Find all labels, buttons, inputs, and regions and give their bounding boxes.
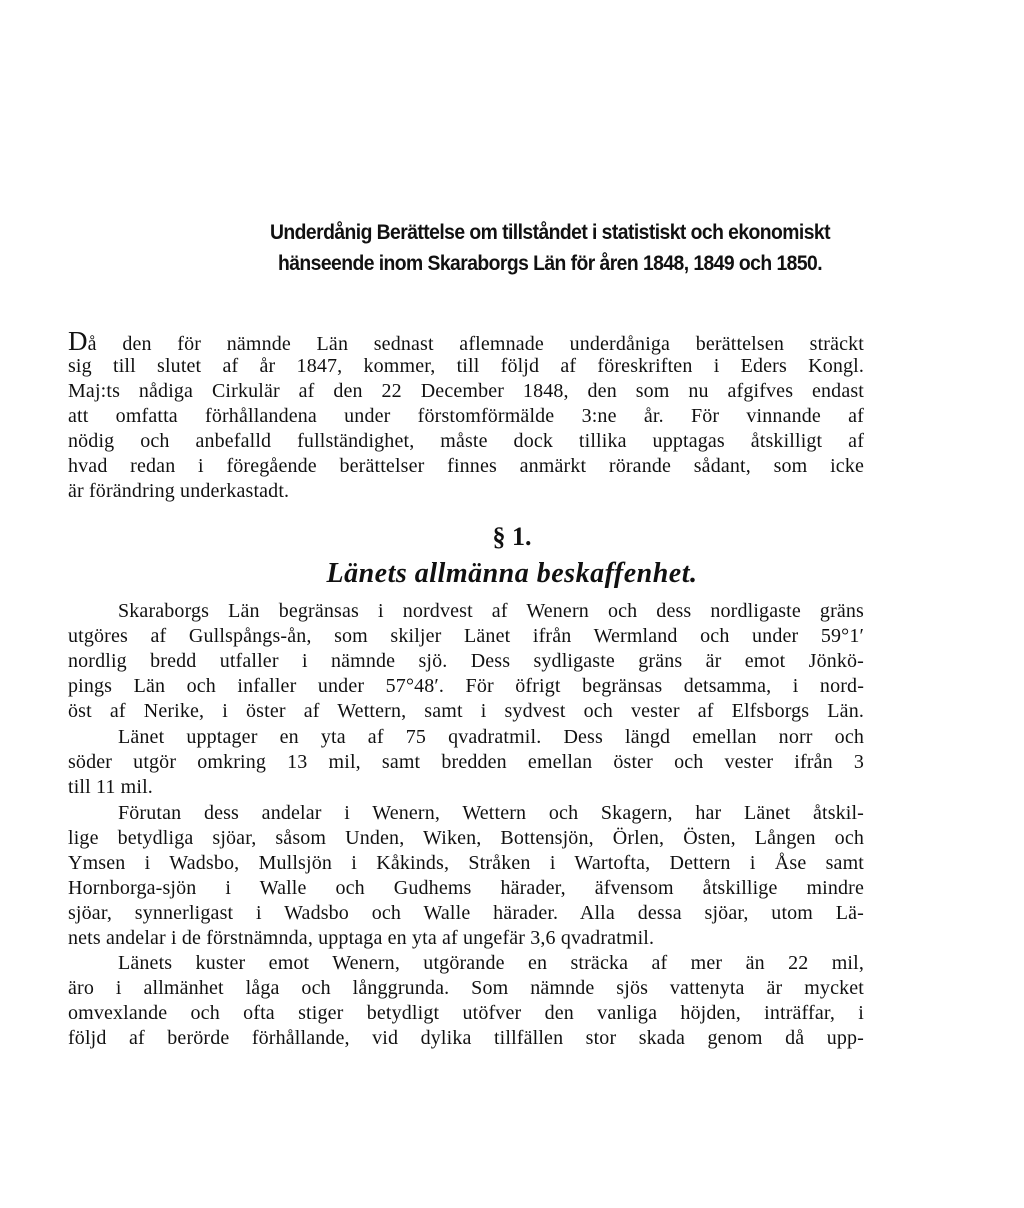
intro-line: hvad redan i föregående berättelser finnes anmärkt rörande sådant, som icke [68, 455, 864, 477]
body-line: omvexlande och ofta stiger betydligt utöfver den vanliga höjden, inträffar, i [68, 1002, 864, 1024]
body-line: söder utgör omkring 13 mil, samt bredden emellan öster och vester ifrån 3 [68, 751, 864, 773]
title-line-2: hänseende inom Skaraborgs Län för åren 1848, 1849 och 1850. [277, 252, 823, 275]
body-line: Skaraborgs Län begränsas i nordvest af Wenern och dess nordligaste gräns [118, 600, 864, 622]
section-number: § 1. [492, 522, 532, 551]
body-line: utgöres af Gullspångs-ån, som skiljer Länet ifrån Wermland och under 59°1′ [68, 625, 864, 647]
body-line: Förutan dess andelar i Wenern, Wettern och Skagern, har Länet åtskil- [118, 802, 864, 824]
body-line: sjöar, synnerligast i Wadsbo och Walle härader. Alla dessa sjöar, utom Lä- [68, 902, 864, 924]
intro-line [68, 328, 864, 354]
body-line: äro i allmänhet låga och långgrunda. Som nämnde sjös vattenyta är mycket [68, 977, 864, 999]
body-line: nordlig bredd utfaller i nämnde sjö. Dess sydligaste gräns är emot Jönkö- [68, 650, 864, 672]
section-heading: Länets allmänna beskaffenhet. [326, 558, 698, 589]
body-line: Hornborga-sjön i Walle och Gudhems härader, äfvensom åtskillige mindre [68, 877, 864, 899]
body-line: Ymsen i Wadsbo, Mullsjön i Kåkinds, Stråken i Wartofta, Dettern i Åse samt [68, 852, 864, 874]
body-line: lige betydliga sjöar, såsom Unden, Wiken, Bottensjön, Örlen, Östen, Lången och [68, 827, 864, 849]
intro-line: är förändring underkastadt. [68, 480, 290, 502]
intro-line-text: å den för nämnde Län sednast aflemnade underdåniga berättelsen sträckt [87, 333, 864, 355]
intro-line: sig till slutet af år 1847, kommer, till följd af föreskriften i Eders Kongl. [68, 355, 864, 377]
intro-line: att omfatta förhållandena under förstomförmälde 3:ne år. För vinnande af [68, 405, 864, 427]
body-line: nets andelar i de förstnämnda, upptaga en yta af ungefär 3,6 qvadratmil. [68, 927, 655, 949]
drop-cap: D [68, 326, 88, 356]
body-line: Länet upptager en yta af 75 qvadratmil. Dess längd emellan norr och [118, 726, 864, 748]
body-line: följd af berörde förhållande, vid dylika tillfällen stor skada genom då upp- [68, 1027, 864, 1049]
title-line-1: Underdånig Berättelse om tillståndet i statistiskt och ekonomiskt [270, 221, 830, 244]
body-line: pings Län och infaller under 57°48′. För öfrigt begränsas detsamma, i nord- [68, 675, 864, 697]
body-line: Länets kuster emot Wenern, utgörande en sträcka af mer än 22 mil, [118, 952, 864, 974]
intro-line: Maj:ts nådiga Cirkulär af den 22 December 1848, den som nu afgifves endast [68, 380, 864, 402]
body-line: öst af Nerike, i öster af Wettern, samt i sydvest och vester af Elfsborgs Län. [68, 700, 864, 722]
intro-line: nödig och anbefalld fullständighet, måste dock tillika upptagas åtskilligt af [68, 430, 864, 452]
body-line: till 11 mil. [68, 776, 153, 798]
